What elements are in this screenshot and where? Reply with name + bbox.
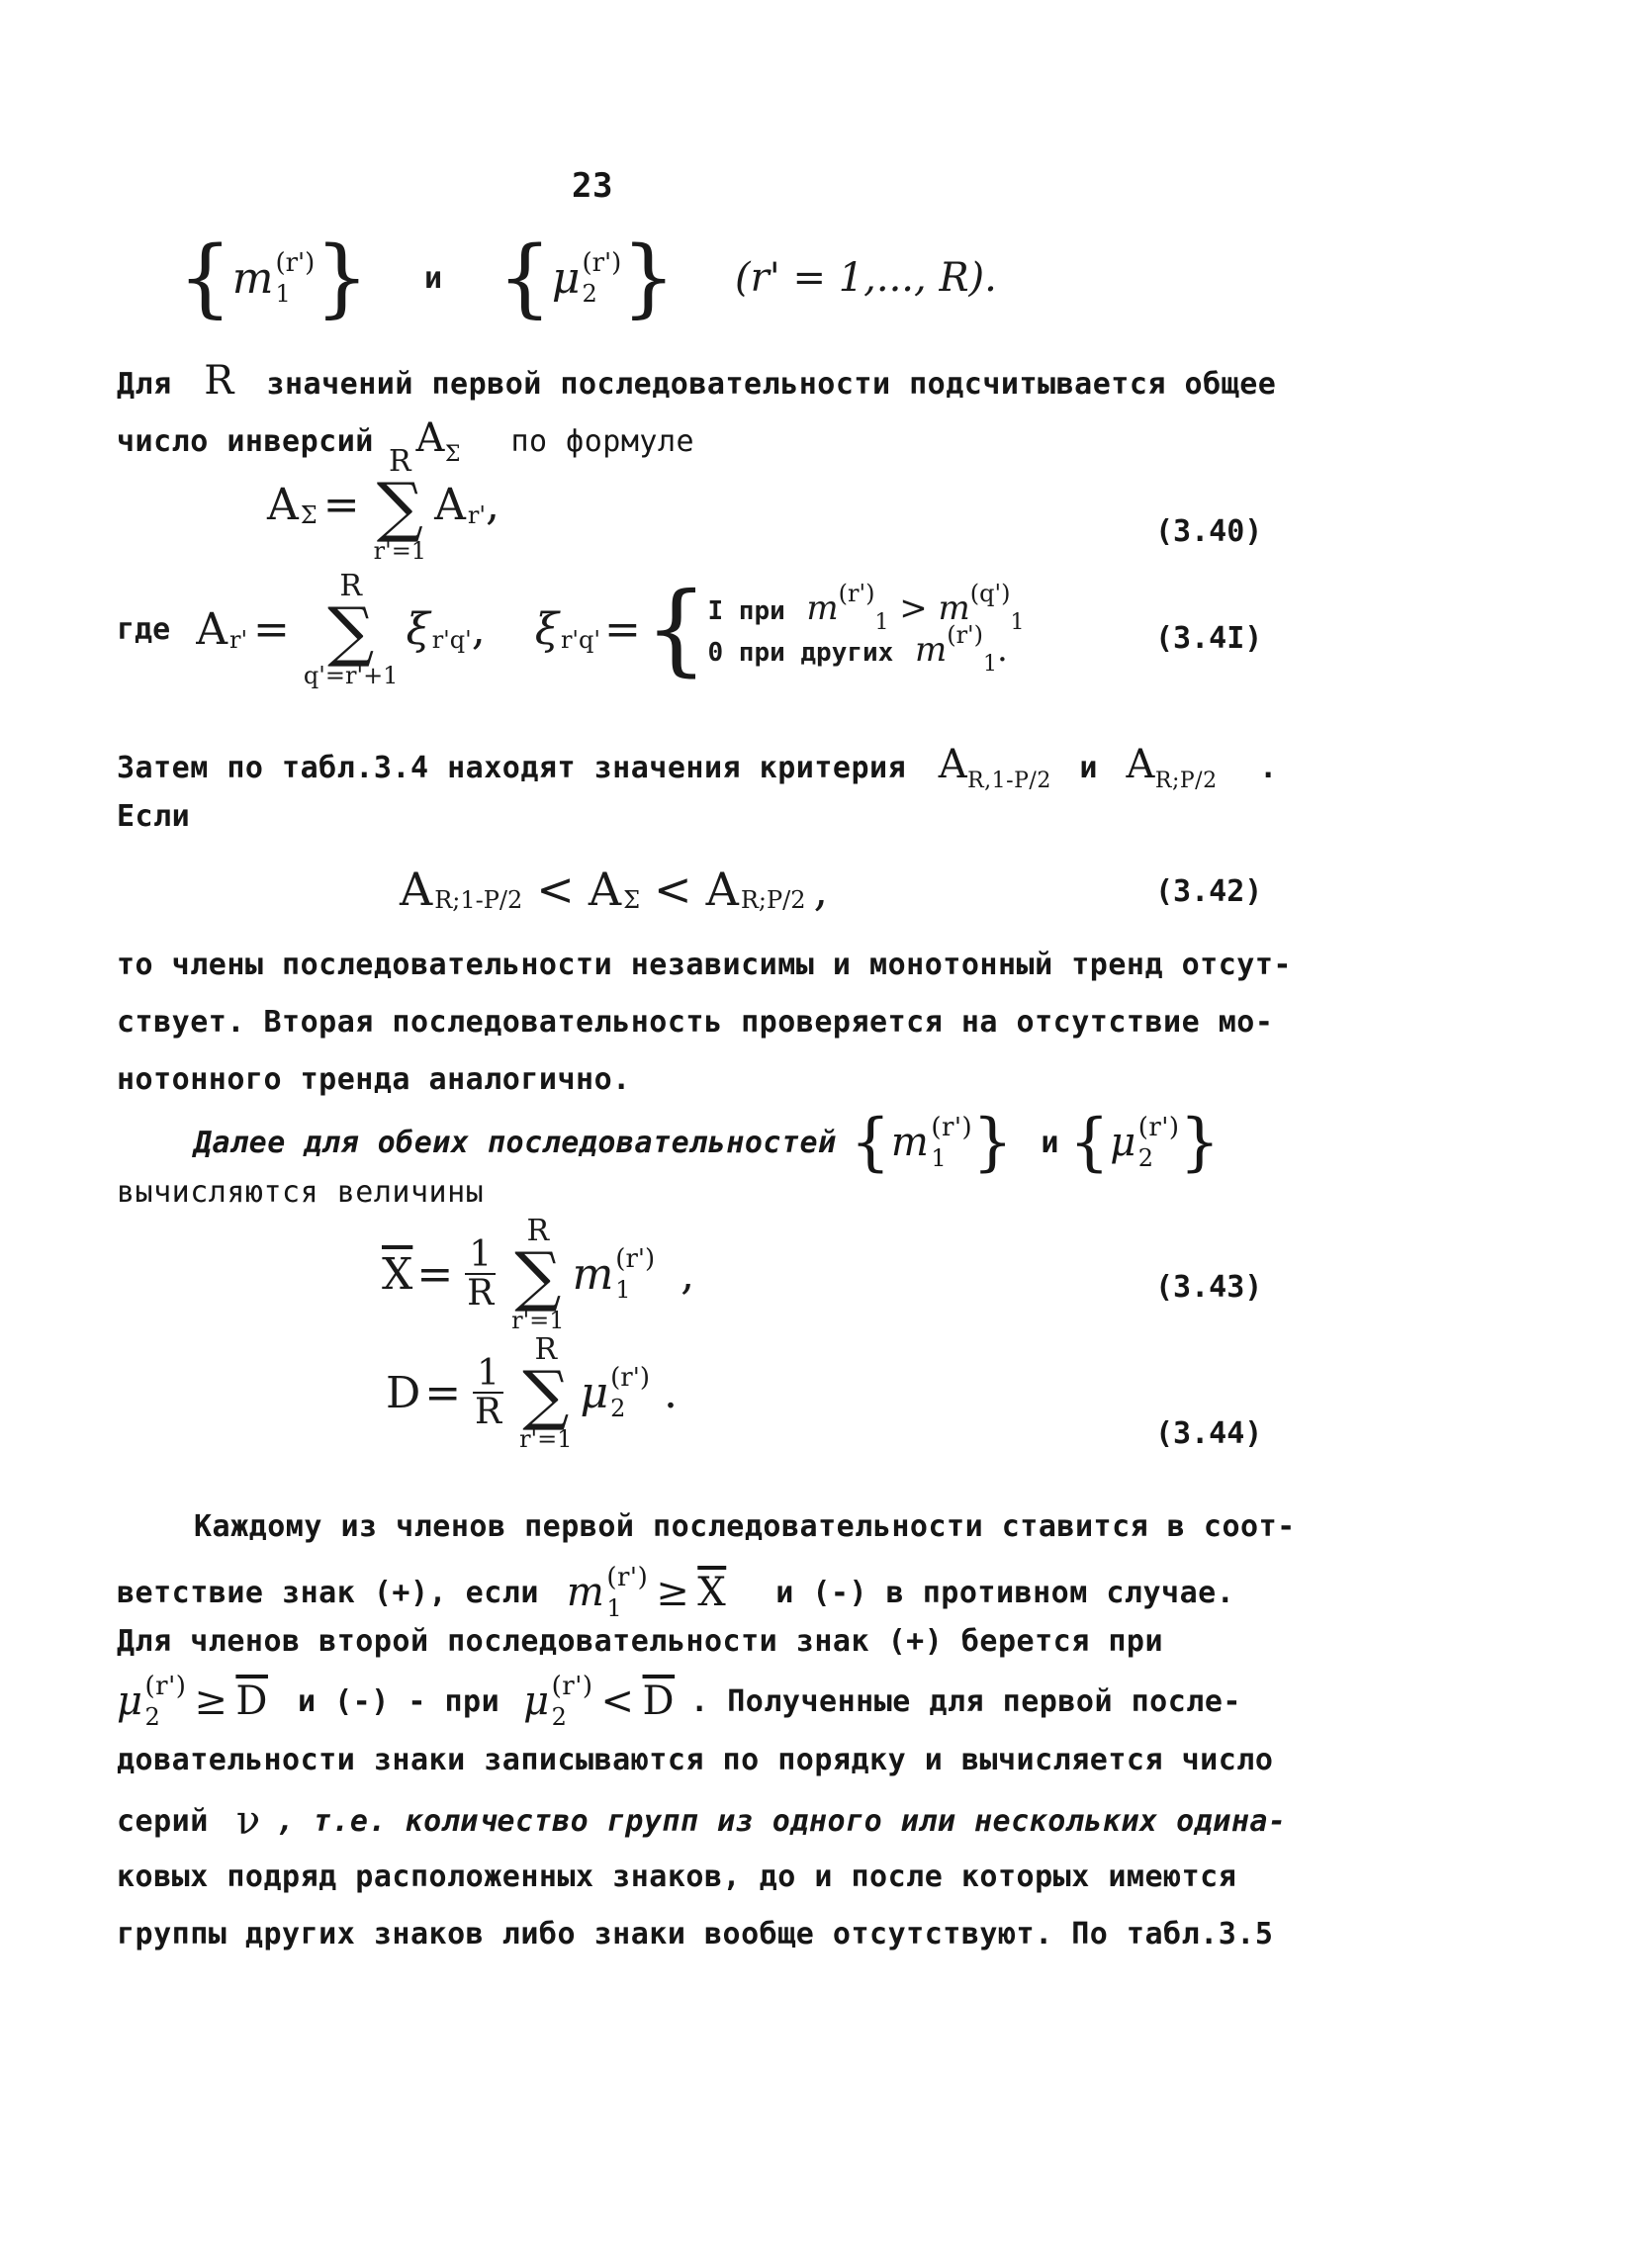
text-fragment: Затем по табл.3.4 находят значения критерия [117, 751, 907, 785]
text-line: ветствие знак (+), если m (r') 1 ≥ $\overline{X}$ и (-) в противном случае. [117, 1563, 1235, 1622]
text-line: μ (r') 2 ≥ $\overline{D}$ и (-) - при μ (r') 2 < $\overline{D}$ . Полученные для первой после- [117, 1672, 1241, 1731]
equation-number: (3.4I) [1155, 621, 1263, 656]
text-line: ковых подряд расположенных знаков, до и после которых имеются [117, 1860, 1237, 1894]
equation-number: (3.44) [1155, 1416, 1263, 1451]
text-line: Каждому из членов первой последовательности ставится в соот- [194, 1509, 1296, 1544]
page-number: 23 [572, 166, 613, 206]
text-line: Затем по табл.3.4 находят значения критерия $A_{R,1-P/2}$ и $A_{R;P/2}$ . [117, 742, 1278, 793]
sequences-formula: { m (r') 1 } и { μ (r') 2 } (r' = 1,..., R). [178, 228, 997, 327]
text-line: число инверсий $A_\Sigma$ по формуле [117, 415, 695, 467]
equation-number: (3.43) [1155, 1270, 1263, 1305]
text-line: довательности знаки записываются по порядку и вычисляется число [117, 1743, 1274, 1777]
equation-number: (3.40) [1155, 514, 1263, 549]
text-fragment: и [1079, 751, 1098, 785]
text-line: нотонного тренда аналогично. [117, 1062, 631, 1097]
text-line: вычисляются величины [117, 1175, 485, 1210]
text-line: группы других знаков либо знаки вообще отсутствуют. По табл.3.5 [117, 1917, 1274, 1951]
text-fragment: и [1041, 1125, 1059, 1160]
text-fragment: и (-) - при [297, 1683, 500, 1719]
where-label: где [117, 611, 171, 647]
text-fragment: , т.е. количество групп из одного или нескольких одина- [276, 1803, 1287, 1839]
text-fragment: серий [117, 1803, 209, 1839]
text-fragment: по формуле [510, 424, 695, 459]
text-fragment: значений первой последовательности подсчитывается общее [266, 367, 1277, 402]
text-fragment: ветствие знак (+), если [117, 1575, 539, 1610]
equation-3-44: D = $\frac{1}{R}$ R ∑ r'=1 μ (r') 2 . [386, 1332, 678, 1453]
text-line: то члены последовательности независимы и монотонный тренд отсут- [117, 948, 1292, 982]
text-line: Далее для обеих последовательностей { m (r') 1 } и { μ (r') 2 } [194, 1106, 1221, 1179]
equation-3-43: $\overline{X}$ = $\frac{1}{R}$ R ∑ r'=1 m (r') 1 , [382, 1214, 695, 1334]
case-label: 0 при других [707, 638, 894, 669]
text-fragment: . Полученные для первой после- [690, 1683, 1241, 1719]
index-range: (r' = 1,..., R). [735, 255, 997, 301]
text-line: Для членов второй последовательности знак (+) берется при [117, 1624, 1164, 1659]
text-line: Если [117, 799, 191, 834]
text-fragment: и (-) в противном случае. [775, 1575, 1235, 1610]
text-line: ствует. Вторая последовательность проверяется на отсутствие мо- [117, 1005, 1274, 1040]
text-fragment: число инверсий [117, 424, 374, 459]
conjunction: и [424, 260, 443, 296]
text-line: серий ν , т.е. количество групп из одного или нескольких одина- [117, 1798, 1287, 1844]
equation-3-42: A R;1-P/2 < A Σ < A R;P/2 , [400, 862, 829, 916]
case-label: I при [707, 595, 785, 626]
equation-3-40: A Σ = R ∑ r'=1 A r' , [267, 444, 499, 565]
text-line: Для R значений первой последовательности подсчитывается общее [117, 358, 1277, 404]
text-fragment: Для [117, 367, 172, 402]
equation-3-41: где A r' = R ∑ q'=r'+1 ξ r'q' , ξ r'q' = { I при $m^{(r')}_1 > m^{(q')}_1$ 0 при других $m^{(r')}_1$. [117, 569, 1025, 689]
equation-number: (3.42) [1155, 874, 1263, 909]
text-fragment: Далее для обеих последовательностей [194, 1125, 837, 1160]
